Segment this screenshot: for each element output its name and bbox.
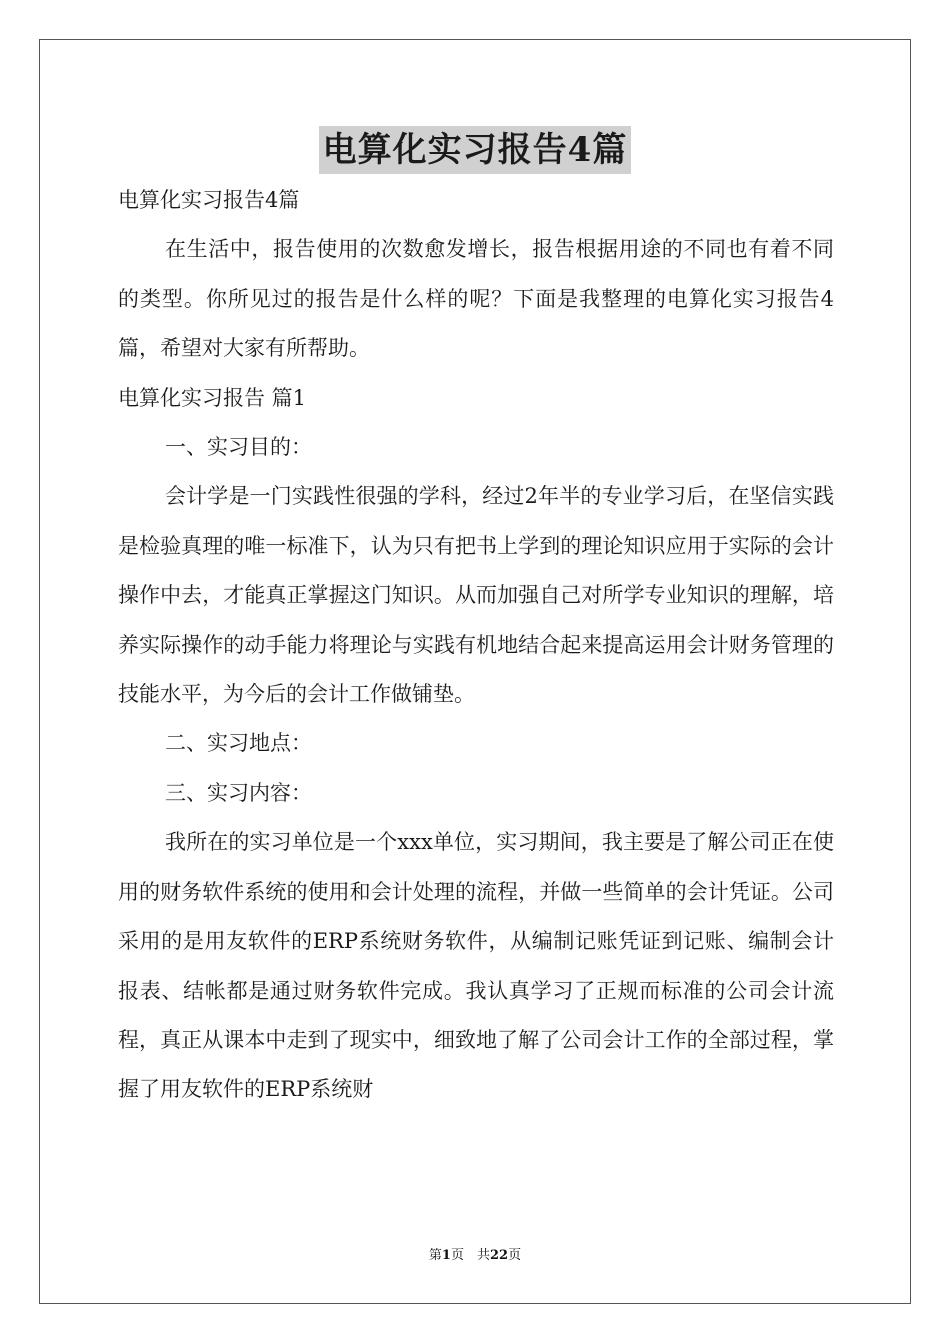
section-heading: 电算化实习报告 篇1	[118, 385, 307, 410]
current-page-number: 1	[441, 1248, 451, 1263]
paragraph-intro: 在生活中，报告使用的次数愈发增长，报告根据用途的不同也有着不同的类型。你所见过的报告是什么样的呢？下面是我整理的电算化实习报告4篇，希望对大家有所帮助。	[118, 237, 834, 361]
document-title: 电算化实习报告4篇	[319, 126, 632, 174]
document-body	[118, 176, 834, 1115]
page-footer	[0, 1247, 950, 1265]
total-page-count: 22	[489, 1248, 509, 1263]
page-prefix: 第	[428, 1248, 442, 1263]
heading-content: 三、实习内容：	[165, 780, 312, 805]
page-mid: 页 共	[450, 1248, 490, 1263]
document-title-wrap	[0, 126, 950, 174]
heading-location: 二、实习地点：	[165, 731, 312, 756]
paragraph-content: 我所在的实习单位是一个xxx单位，实习期间，我主要是了解公司正在使用的财务软件系统的使用和会计处理的流程，并做一些简单的会计凭证。公司采用的是用友软件的ERP系统财务软件，从编制记账凭证到记账、编制会计报表、结帐都是通过财务软件完成。我认真学习了正规而标准的公司会计流程，真正从课本中走到了现实中，细致地了解了公司会计工作的全部过程，掌握了用友软件的ERP系统财	[118, 830, 834, 1102]
page-suffix: 页	[508, 1248, 522, 1263]
paragraph-purpose: 会计学是一门实践性很强的学科，经过2年半的专业学习后，在坚信实践是检验真理的唯一标准下，认为只有把书上学到的理论知识应用于实际的会计操作中去，才能真正掌握这门知识。从而加强自己对所学专业知识的理解，培养实际操作的动手能力将理论与实践有机地结合起来提高运用会计财务管理的技能水平，为今后的会计工作做铺垫。	[118, 484, 834, 707]
heading-purpose: 一、实习目的：	[165, 435, 312, 460]
paragraph-subtitle: 电算化实习报告4篇	[118, 188, 300, 212]
